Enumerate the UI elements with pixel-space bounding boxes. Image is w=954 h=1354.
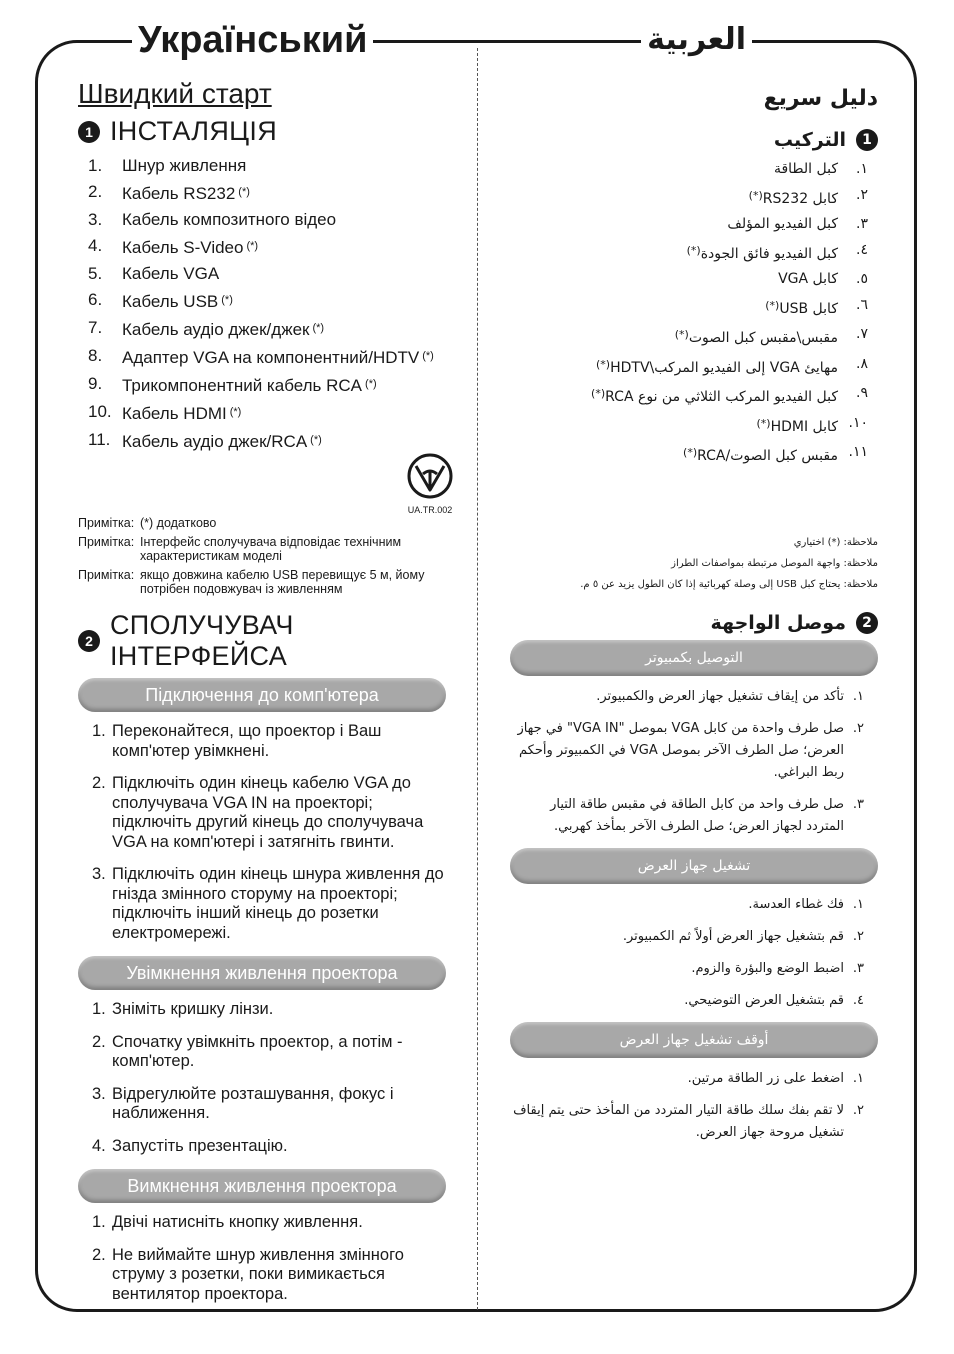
interface-heading: [78, 610, 446, 672]
list-item: [88, 343, 468, 371]
item-number: 6.: [88, 290, 103, 309]
item-label: [727, 212, 838, 238]
step-number: ٢.: [852, 1103, 864, 1118]
list-item: [88, 153, 468, 179]
interface-block-arabic: [510, 612, 878, 1154]
item-number: ١١.: [848, 444, 868, 460]
step-item: [92, 1000, 446, 1020]
item-number: ٦.: [856, 296, 868, 313]
optional-marker: (*): [246, 240, 259, 252]
step-item: [92, 1137, 446, 1157]
optional-marker: (*): [748, 188, 763, 202]
item-label: [684, 238, 838, 268]
item-label: [122, 315, 324, 343]
note-label: Примітка:: [78, 516, 135, 530]
step-number: 1.: [92, 722, 106, 740]
package-contents-list-arabic: [488, 157, 878, 470]
list-item: [488, 352, 868, 382]
section-banner: التوصيل بكمبيوتر: [510, 640, 878, 676]
list-item: [488, 322, 868, 352]
item-label: [122, 153, 246, 179]
item-text: Кабель S-Video: [122, 238, 244, 257]
steps-list: [78, 1213, 446, 1304]
step-item: [92, 774, 446, 852]
optional-marker: (*): [229, 406, 242, 418]
optional-marker: (*): [312, 322, 325, 334]
package-contents-list: [78, 153, 468, 455]
language-title-ukrainian: Український: [132, 16, 373, 64]
step-text: قم بتشغيل العرض التوضيحي.: [684, 993, 844, 1008]
item-text: مهايئ VGA إلى الفيديو المركب\HDTV: [610, 359, 838, 376]
list-item: [88, 427, 468, 455]
optional-marker: (*): [310, 434, 322, 446]
step-number: ٢.: [852, 929, 864, 944]
step-item: [92, 1213, 446, 1233]
item-label: [122, 179, 250, 207]
step-item: [510, 686, 864, 708]
step-item: [510, 894, 864, 916]
list-item: [88, 179, 468, 207]
step-text: فك غطاء العدسة.: [748, 897, 844, 912]
step-text: Не виймайте шнур живлення змінного струму з розетки, поки вимикається вентилятор проектора.: [112, 1245, 404, 1303]
steps-list: [510, 1068, 878, 1144]
list-item: [88, 287, 468, 315]
item-label: [122, 261, 219, 287]
optional-marker: (*): [596, 357, 611, 371]
step-text: صل طرف واحد من كابل الطاقة في مقبس طاقة التيار المتردد لجهاز العرض؛ صل الطرف الآخر بمأخذ كهربي.: [550, 797, 844, 834]
item-text: Шнур живлення: [122, 156, 247, 175]
certification-mark: [400, 452, 460, 515]
step-item: [510, 958, 864, 980]
item-label: [680, 440, 838, 470]
section-title: СПОЛУЧУВАЧ ІНТЕРФЕЙСА: [110, 610, 294, 671]
item-text: Кабель HDMI: [122, 404, 227, 423]
quick-start-title: Швидкий старт: [78, 78, 272, 109]
item-text: كابل HDMI: [770, 418, 838, 435]
item-label: [588, 381, 838, 411]
steps-list: [78, 1000, 446, 1156]
item-label: [746, 183, 838, 213]
list-item: [88, 399, 468, 427]
step-number: ١.: [852, 897, 864, 912]
item-label: [762, 293, 838, 323]
list-item: [488, 411, 868, 441]
item-label: [122, 427, 322, 455]
optional-marker: (*): [238, 186, 250, 198]
item-label: [122, 207, 336, 233]
item-label: [672, 322, 838, 352]
list-item: [88, 261, 468, 287]
section-banner: تشغيل جهاز العرض: [510, 848, 878, 884]
section-banner: أوقف تشغيل جهاز العرض: [510, 1022, 878, 1058]
certification-label: UA.TR.002: [407, 505, 453, 515]
step-number: 1.: [92, 1213, 106, 1231]
item-number: 11.: [88, 430, 111, 449]
step-number: 2.: [92, 1032, 106, 1051]
item-number: ٤.: [856, 241, 868, 258]
step-item: [92, 1085, 446, 1124]
section-title: ІНСТАЛЯЦІЯ: [110, 116, 277, 146]
item-number: ١٠.: [848, 414, 868, 431]
step-text: اضبط الوضع والبؤرة والزوم.: [691, 961, 844, 976]
item-text: Кабель композитного відео: [122, 210, 337, 229]
item-number: ٥.: [856, 271, 868, 287]
notes-block-arabic: [488, 532, 878, 595]
item-text: Кабель аудіо джек/RCA: [122, 432, 308, 451]
optional-marker: (*): [674, 328, 689, 341]
item-label: [122, 371, 377, 399]
item-label: [593, 352, 838, 382]
item-number: 7.: [88, 318, 103, 337]
optional-marker: (*): [683, 446, 698, 459]
item-number: ٣.: [856, 216, 868, 232]
step-item: [510, 1100, 864, 1144]
optional-marker: (*): [756, 416, 771, 430]
ukrainian-column: [78, 78, 468, 1303]
step-text: Запустіть презентацію.: [112, 1136, 288, 1155]
item-text: كابل USB: [779, 300, 838, 317]
step-text: Спочатку увімкніть проектор, а потім - комп'ютер.: [112, 1032, 403, 1070]
item-number: 4.: [88, 236, 103, 255]
interface-heading-arabic: [510, 612, 878, 634]
interface-sections-arabic: [510, 640, 878, 1144]
step-number: 2.: [92, 774, 106, 792]
list-item: [488, 381, 868, 411]
interface-block: [78, 610, 446, 1317]
list-item: [88, 371, 468, 399]
step-item: [510, 794, 864, 838]
item-text: مقبس\مقبس كبل الصوت: [688, 330, 838, 346]
list-item: [88, 207, 468, 233]
item-number: ٨.: [856, 355, 868, 372]
step-number: ٣.: [852, 797, 864, 812]
item-text: كبل الطاقة: [773, 161, 838, 177]
list-item: [488, 440, 868, 470]
item-label: [122, 343, 434, 371]
language-title-arabic: العربية: [641, 16, 752, 64]
step-number: 4.: [92, 1136, 106, 1155]
item-text: كابل RS232: [762, 190, 838, 207]
note-label: Примітка:: [78, 568, 135, 582]
interface-sections: [78, 678, 446, 1304]
step-number: ٤.: [852, 993, 864, 1008]
note-row: ملاحظة: (*) اختياري: [793, 537, 878, 548]
quick-start-title-arabic: دليل سريع: [763, 86, 878, 111]
steps-list: [510, 894, 878, 1012]
item-number: 10.: [88, 402, 112, 421]
section-number-badge: 1: [78, 121, 100, 143]
step-text: لا تقم بفك سلك طاقة التيار المتردد من المأخذ حتى يتم إيقاف تشغيل مروحة جهاز العرض.: [513, 1103, 844, 1140]
section-banner: Підключення до комп'ютера: [78, 678, 446, 712]
item-number: ١.: [856, 161, 868, 177]
notes-block: [78, 516, 468, 601]
item-number: ٩.: [856, 385, 868, 401]
step-item: [510, 990, 864, 1012]
step-item: [510, 926, 864, 948]
installation-heading: [78, 116, 468, 147]
list-item: [88, 315, 468, 343]
step-item: [92, 1246, 446, 1305]
item-number: 9.: [88, 374, 103, 393]
step-text: Підключіть один кінець шнура живлення до гнізда змінного сторуму на проекторі; підключіть інший кінець до розетки електромережі.: [112, 865, 444, 942]
item-text: Трикомпонентний кабель RCA: [122, 376, 363, 395]
list-item: [488, 267, 868, 293]
note-row: ملاحظة: واجهة الموصل مرتبطة بمواصفات الطراز: [671, 558, 878, 569]
item-text: كبل الفيديو المؤلف: [727, 216, 838, 232]
step-text: صل طرف واحدة من كابل VGA بموصل "VGA IN" في جهاز العرض؛ صل الطرف الآخر بموصل VGA في الكمبيوتر وأحكم ربط البراغي.: [517, 721, 844, 780]
step-text: Підключіть один кінець кабелю VGA до сполучувача VGA IN на проекторі; підключіть другий кінець до сполучувача VGA на комп'ютері і затягніть гвинти.: [112, 774, 424, 851]
list-item: [488, 293, 868, 323]
optional-marker: (*): [591, 387, 606, 400]
steps-list: [510, 686, 878, 838]
optional-marker: (*): [422, 350, 434, 362]
note-text: Інтерфейс сполучувача відповідає технічним характеристикам моделі: [140, 535, 402, 563]
item-label: [122, 399, 241, 427]
optional-marker: (*): [365, 378, 377, 390]
list-item: [488, 183, 868, 213]
list-item: [488, 157, 868, 183]
step-number: ٢.: [852, 721, 864, 736]
list-item: [488, 238, 868, 268]
ua-certification-icon: [406, 452, 454, 500]
step-item: [92, 722, 446, 761]
step-number: ١.: [852, 689, 864, 704]
step-item: [510, 718, 864, 784]
item-label: [778, 267, 838, 293]
step-text: Двічі натисніть кнопку живлення.: [112, 1213, 363, 1231]
item-text: مقبس كبل الصوت/RCA: [697, 448, 838, 464]
item-number: ٢.: [856, 186, 868, 203]
step-text: Зніміть кришку лінзи.: [112, 1000, 274, 1018]
item-text: كبل الفيديو فائق الجودة: [700, 245, 838, 262]
item-label: [122, 287, 233, 315]
step-number: ٣.: [852, 961, 864, 976]
item-number: ٧.: [856, 326, 868, 342]
section-banner: Увімкнення живлення проектора: [78, 956, 446, 990]
note-row: ملاحظة: يحتاج كبل USB إلى وصلة كهربائية إذا كان الطول يزيد عن ٥ م.: [580, 579, 878, 590]
item-text: Кабель USB: [122, 292, 219, 311]
item-label: [122, 233, 258, 261]
note-label: Примітка:: [78, 535, 135, 549]
section-title: التركيب: [773, 129, 846, 151]
optional-marker: (*): [686, 243, 701, 257]
step-item: [510, 1068, 864, 1090]
steps-list: [78, 722, 446, 943]
item-text: Кабель VGA: [122, 264, 220, 283]
step-number: ١.: [852, 1071, 864, 1086]
step-text: قم بتشغيل جهاز العرض أولاً ثم الكمبيوتر.: [622, 929, 844, 944]
note-text: якщо довжина кабелю USB перевищує 5 м, йому потрібен подовжувач із живленням: [140, 568, 425, 596]
installation-heading-arabic: [488, 129, 878, 151]
step-text: Переконайтеся, що проектор і Ваш комп'ютер увімкнені.: [112, 722, 382, 760]
section-number-badge: 1: [856, 129, 878, 151]
note-row: [78, 535, 468, 563]
step-text: تأكد من إيقاف تشغيل جهاز العرض والكمبيوتر.: [596, 689, 844, 704]
item-label: [754, 411, 839, 441]
step-number: 1.: [92, 1000, 106, 1018]
item-text: Адаптер VGA на компонентний/HDTV: [122, 348, 420, 367]
item-number: 1.: [88, 156, 103, 175]
step-number: 3.: [92, 1084, 106, 1103]
list-item: [488, 212, 868, 238]
item-number: 5.: [88, 264, 103, 283]
arabic-column: [488, 80, 878, 1140]
step-number: 3.: [92, 865, 106, 883]
note-row: [78, 516, 468, 530]
item-text: Кабель RS232: [122, 184, 236, 203]
optional-marker: (*): [765, 298, 780, 312]
section-banner: Вимкнення живлення проектора: [78, 1169, 446, 1203]
list-item: [88, 233, 468, 261]
optional-marker: (*): [221, 294, 233, 306]
note-text: (*) додатково: [140, 516, 217, 530]
section-number-badge: 2: [856, 612, 878, 634]
step-item: [92, 865, 446, 943]
item-text: كبل الفيديو المركب الثلاثي من نوع RCA: [605, 389, 838, 405]
section-number-badge: 2: [78, 630, 100, 652]
column-divider: [477, 48, 478, 1310]
step-number: 2.: [92, 1245, 106, 1264]
item-label: [774, 157, 838, 183]
item-text: كابل VGA: [778, 271, 838, 287]
step-item: [92, 1033, 446, 1072]
item-number: 3.: [88, 210, 103, 229]
item-number: 8.: [88, 346, 103, 365]
item-number: 2.: [88, 182, 103, 201]
step-text: Відрегулюйте розташування, фокус і наближення.: [112, 1084, 394, 1122]
item-text: Кабель аудіо джек/джек: [122, 320, 310, 339]
section-title: موصل الواجهة: [710, 612, 846, 634]
step-text: اضغط على زر الطاقة مرتين.: [687, 1071, 844, 1086]
note-row: [78, 568, 468, 596]
